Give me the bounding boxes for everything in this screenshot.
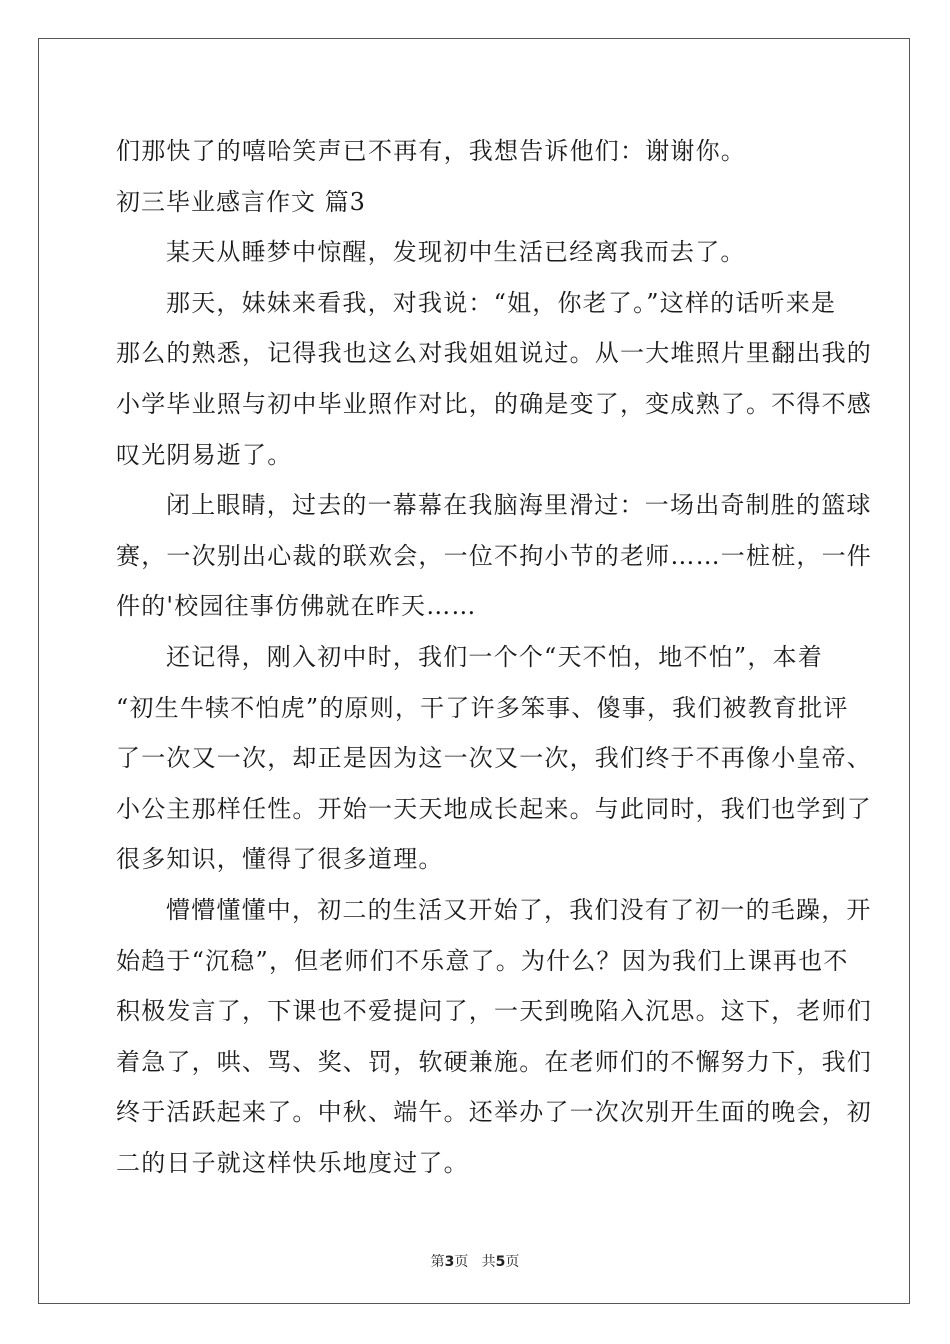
page-suffix: 页 [454, 1254, 469, 1270]
paragraph-first-line: 懵懵懂懂中，初二的生活又开始了，我们没有了初一的毛躁，开 [166, 895, 872, 924]
text-line: 那么的熟悉，记得我也这么对我姐姐说过。从一大堆照片里翻出我的 [116, 339, 872, 368]
page-footer [0, 1251, 950, 1271]
text-line: 件的'校园往事仿佛就在昨天…… [116, 592, 477, 621]
text-line: 小学毕业照与初中毕业照作对比，的确是变了，变成熟了。不得不感 [116, 389, 872, 418]
text-line: 小公主那样任性。开始一天天地成长起来。与此同时，我们也学到了 [116, 794, 872, 823]
document-body [116, 126, 872, 1188]
text-line: 二的日子就这样快乐地度过了。 [116, 1148, 469, 1177]
text-line: 始趋于“沉稳”，但老师们不乐意了。为什么？因为我们上课再也不 [116, 946, 849, 975]
paragraph-first-line: 闭上眼睛，过去的一幕幕在我脑海里滑过：一场出奇制胜的篮球 [166, 491, 872, 520]
text-line: “初生牛犊不怕虎”的原则，干了许多笨事、傻事，我们被教育批评 [116, 693, 849, 722]
text-line: 们那快了的嘻哈笑声已不再有，我想告诉他们：谢谢你。 [116, 137, 746, 165]
text-line: 终于活跃起来了。中秋、端午。还举办了一次次别开生面的晚会，初 [116, 1098, 872, 1127]
text-line: 叹光阴易逝了。 [116, 440, 293, 469]
text-line: 积极发言了，下课也不爱提问了，一天到晚陷入沉思。这下，老师们 [116, 997, 872, 1026]
text-line: 很多知识，懂得了很多道理。 [116, 845, 444, 874]
total-prefix: 共 [481, 1254, 496, 1270]
total-suffix: 页 [505, 1254, 520, 1270]
current-page-number: 3 [444, 1254, 455, 1270]
paragraph-first-line: 还记得，刚入初中时，我们一个个“天不怕，地不怕”，本着 [166, 642, 823, 671]
text-line: 着急了，哄、骂、奖、罚，软硬兼施。在老师们的不懈努力下，我们 [116, 1047, 872, 1076]
paragraph-first-line: 那天，妹妹来看我，对我说：“姐，你老了。”这样的话听来是 [166, 288, 837, 317]
paragraph-first-line: 某天从睡梦中惊醒，发现初中生活已经离我而去了。 [166, 238, 746, 267]
text-line: 赛，一次别出心裁的联欢会，一位不拘小节的老师……一桩桩，一件 [116, 541, 872, 570]
page-prefix: 第 [430, 1254, 445, 1270]
section-heading: 初三毕业感言作文 篇3 [116, 187, 366, 216]
total-page-number: 5 [495, 1254, 506, 1270]
text-line: 了一次又一次，却正是因为这一次又一次，我们终于不再像小皇帝、 [116, 744, 872, 773]
